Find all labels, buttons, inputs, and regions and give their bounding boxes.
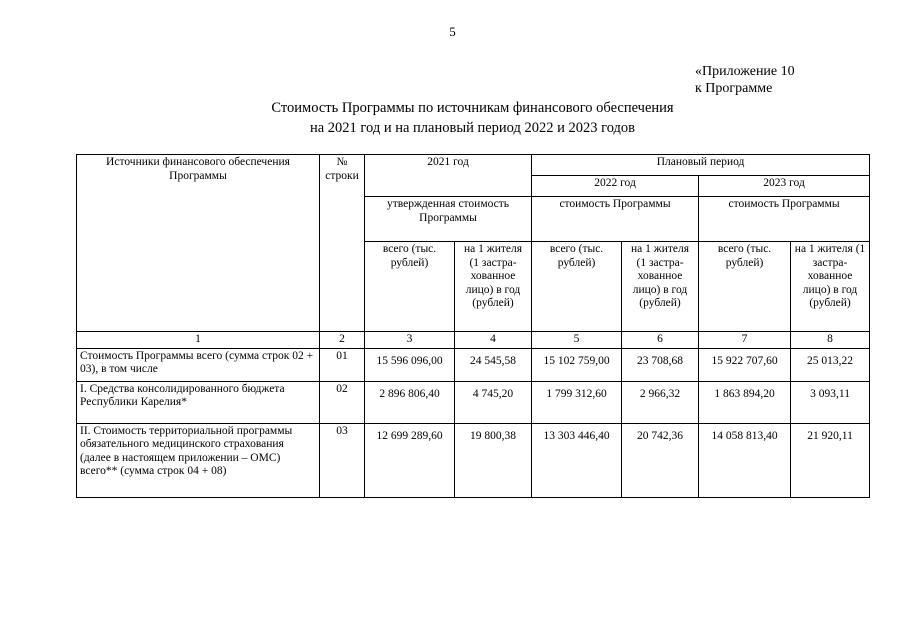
title-line-2: на 2021 год и на плановый период 2022 и 2023 годов <box>309 120 636 136</box>
title-line-1: Стоимость Программы по источникам финансового обеспечения <box>271 100 674 116</box>
value-cell: 21 920,11 <box>791 423 870 497</box>
column-number: 1 <box>77 332 320 349</box>
column-number: 8 <box>791 332 870 349</box>
header-row-no: № строки <box>320 155 365 332</box>
column-number: 6 <box>622 332 699 349</box>
value-cell: 24 545,58 <box>455 348 532 381</box>
header-planned-period: Плановый период <box>532 155 870 176</box>
value-cell: 15 596 096,00 <box>365 348 455 381</box>
table-row <box>77 348 870 381</box>
value-cell: 3 093,11 <box>791 381 870 423</box>
value-cell: 23 708,68 <box>622 348 699 381</box>
header-total-2023: всего (тыс. рублей) <box>699 242 791 332</box>
value-cell: 15 922 707,60 <box>699 348 791 381</box>
page-number: 5 <box>449 24 456 39</box>
column-number: 4 <box>455 332 532 349</box>
value-cell: 1 799 312,60 <box>532 381 622 423</box>
appendix-line-1: «Приложение 10 <box>695 64 795 79</box>
value-cell: 14 058 813,40 <box>699 423 791 497</box>
header-cost-2022: стоимость Программы <box>532 197 699 242</box>
value-cell: 2 896 806,40 <box>365 381 455 423</box>
header-row-1 <box>77 155 870 176</box>
value-cell: 19 800,38 <box>455 423 532 497</box>
appendix-line-2: к Программе <box>695 81 773 96</box>
header-year-2021: 2021 год <box>365 155 532 197</box>
header-sources: Источники финансового обеспечения Программы <box>77 155 320 332</box>
header-year-2023: 2023 год <box>699 176 870 197</box>
column-number: 5 <box>532 332 622 349</box>
value-cell: 1 863 894,20 <box>699 381 791 423</box>
header-per-capita-2021: на 1 жителя (1 застра-хованное лицо) в год (рублей) <box>455 242 532 332</box>
header-per-capita-2023: на 1 жителя (1 застра-хованное лицо) в год (рублей) <box>791 242 870 332</box>
value-cell: 12 699 289,60 <box>365 423 455 497</box>
header-per-capita-2022: на 1 жителя (1 застра-хованное лицо) в год (рублей) <box>622 242 699 332</box>
row-name: Стоимость Программы всего (сумма строк 02 + 03), в том числе <box>77 348 320 381</box>
header-total-2022: всего (тыс. рублей) <box>532 242 622 332</box>
value-cell: 25 013,22 <box>791 348 870 381</box>
document-title <box>0 98 905 138</box>
value-cell: 13 303 446,40 <box>532 423 622 497</box>
value-cell: 15 102 759,00 <box>532 348 622 381</box>
appendix-label <box>695 63 795 97</box>
row-number: 02 <box>320 381 365 423</box>
column-number: 2 <box>320 332 365 349</box>
column-number: 3 <box>365 332 455 349</box>
column-numbers-row <box>77 332 870 349</box>
column-number: 7 <box>699 332 791 349</box>
row-number: 01 <box>320 348 365 381</box>
value-cell: 20 742,36 <box>622 423 699 497</box>
row-name: I. Средства консолидированного бюджета Республики Карелия* <box>77 381 320 423</box>
row-name: II. Стоимость территориальной программы обязательного медицинского страхования (далее в настоящем приложении – ОМС) всего** (сумма строк 04 + 08) <box>77 423 320 497</box>
value-cell: 4 745,20 <box>455 381 532 423</box>
header-year-2022: 2022 год <box>532 176 699 197</box>
header-cost-2023: стоимость Программы <box>699 197 870 242</box>
table-row <box>77 381 870 423</box>
header-total-2021: всего (тыс. рублей) <box>365 242 455 332</box>
header-approved-cost: утвержденная стоимость Программы <box>365 197 532 242</box>
value-cell: 2 966,32 <box>622 381 699 423</box>
financing-table <box>76 154 870 498</box>
row-number: 03 <box>320 423 365 497</box>
table-row <box>77 423 870 497</box>
